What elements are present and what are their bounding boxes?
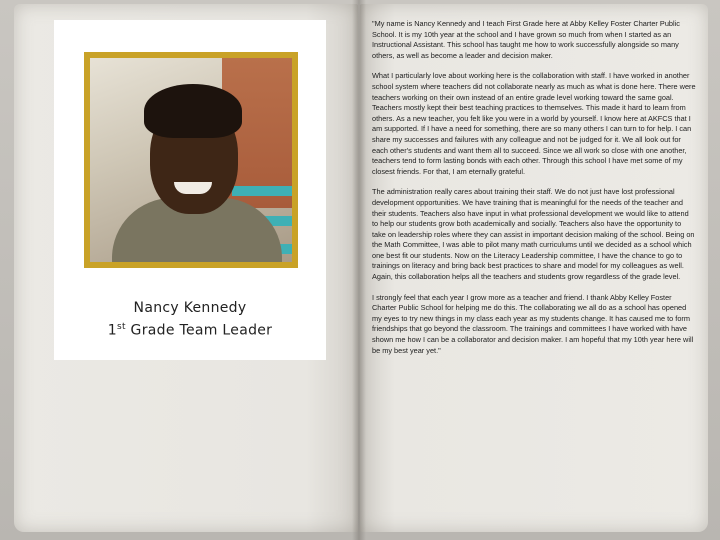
role-ordinal-number: 1 <box>107 322 117 339</box>
photo-frame <box>84 52 298 268</box>
portrait-photo <box>90 58 292 262</box>
profile-card <box>54 20 326 360</box>
role-ordinal-suffix: st <box>116 322 126 332</box>
photo-subject-smile <box>174 182 212 194</box>
photo-background-shelf <box>232 186 292 196</box>
paragraph: What I particularly love about working here is the collaboration with staff. I have worked in another school system where teachers did not collaborate nearly as much as what is done here. There were teachers working on their own instead of an entire grade level working toward the same goal. Teachers mostly kept their best teaching practices to themselves. This made it hard to learn from others. As a new teacher, you felt like you were in a world by yourself. I know here at AKFCS that I am supported. If I have a need for something, there are so many others I can turn to for help. I can share my successes and failures with any colleague and not be judged for it. We all look out for each other's students and want them all to succeed. Since we all work so close with one another, teachers tend to form lasting bonds with each other. Through this school I have met some of my closest friends. For that, I am eternally grateful. <box>372 71 696 176</box>
paragraph: "My name is Nancy Kennedy and I teach First Grade here at Abby Kelley Foster Charter Public School. It is my 10th year at the school and I have grown so much from when I started as an Instructional Assistant. This school has taught me how to work successfully alongside so many others, as well as become a leader and decision maker. <box>372 19 680 60</box>
testimonial-text <box>372 19 696 356</box>
photo-subject-hair <box>144 84 242 138</box>
teacher-name: Nancy Kennedy <box>133 300 247 316</box>
role-title: Grade Team Leader <box>125 322 273 339</box>
book-spine <box>352 0 366 540</box>
teacher-role <box>54 322 326 339</box>
paragraph: The administration really cares about training their staff. We do not just have lost professional development opportunities. We have training that is meaningful for the needs of the teacher and their students. Teachers also have input in what professional development we would like to attend to help our students grow both academically and socially. Teachers also have the opportunity to take on leadership roles where they can assist in important decision making of the school. Being on the Math Committee, I was able to pilot many math curriculums until we decided as a school which one best fit our students. Now on the Literacy Leadership committee, I have the chance to go to trainings on literacy and bring back best practices to share and model for my colleagues as well. Again, this collaboration helps all the teachers and students grow regardless of the grade level. <box>372 187 695 282</box>
paragraph: I strongly feel that each year I grow more as a teacher and friend. I thank Abby Kelley Foster Charter Public School for helping me do this. The collaborating we all do as a school has opened my eyes to try new things in my class each year as my students change. It has caused me to form friendships that go beyond the classroom. The trainings and committees I have worked with have shown me how I can be a collaborator and decision maker. I am hopeful that my 10th year here will be my best year yet." <box>372 292 694 355</box>
